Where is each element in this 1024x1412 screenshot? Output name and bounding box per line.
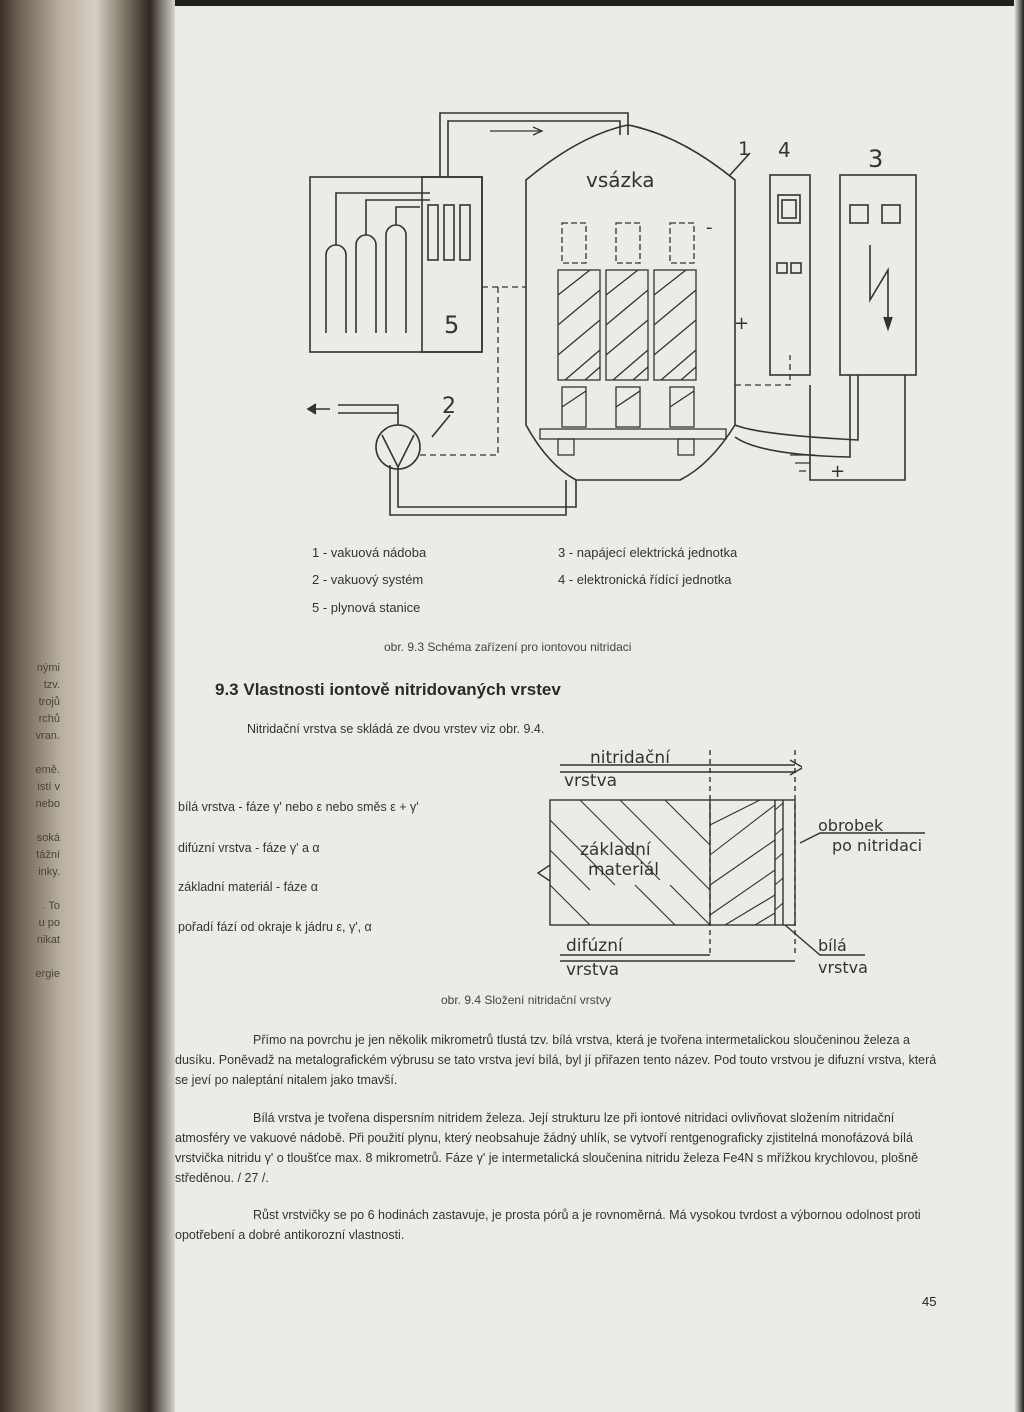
left-page-fragment: [0, 745, 60, 762]
left-page-fragment: u po: [38, 917, 60, 929]
left-page-fragment: . To: [42, 900, 60, 912]
label-workpiece-2: po nitridaci: [832, 836, 923, 855]
layer-order: pořadí fází od okraje k jádru ε, γ', α: [178, 920, 372, 934]
label-diff-2: vrstva: [566, 960, 620, 980]
left-page-fragment: nými: [36, 662, 60, 674]
vacuum-pump: [376, 425, 420, 469]
figure-9-3-caption: obr. 9.3 Schéma zařízení pro iontovou nitridaci: [384, 640, 632, 654]
left-page-fragment: emě.: [35, 764, 60, 776]
left-page-fragment: [0, 949, 60, 966]
page-top-edge: [175, 0, 1024, 6]
label-nitrid-1: nitridační: [590, 748, 670, 768]
label-3: 3: [868, 145, 884, 173]
paragraph-3: Růst vrstvičky se po 6 hodinách zastavuje, je prosta pórů a je rovnoměrná. Má vysokou tvrdost a výbornou odolnost proti opotřebení a dobré antikorozní vlastnosti.: [175, 1208, 921, 1242]
legend-item-2: 2 - vakuový systém: [312, 572, 424, 587]
label-plus-bottom: +: [830, 461, 846, 482]
left-page-fragment: trojů: [38, 696, 60, 708]
label-nitrid-2: vrstva: [564, 771, 618, 791]
section-heading: 9.3 Vlastnosti iontově nitridovaných vrstev: [215, 680, 561, 699]
left-page-fragment: soká: [36, 832, 60, 844]
label-5: 5: [444, 311, 460, 339]
label-2: 2: [442, 394, 456, 419]
left-page-fragment: inky.: [38, 866, 60, 878]
figure-9-3-schematic: [290, 95, 940, 525]
left-page-fragment: tzv.: [43, 679, 60, 691]
label-base-2: materiál: [588, 860, 659, 880]
left-page-fragments: [0, 660, 60, 983]
paragraph-1: Přímo na povrchu je jen několik mikrometrů tlustá tzv. bílá vrstva, která je tvořena intermetalickou sloučeninou železa a dusíku. Poněvadž na metalografickém výbrusu se tato vrstva jeví bílá, byl jí přiřazen tento název. Pod touto vrstvou je difuzní vrstva, která se jeví po naleptání nitalem jako tmavší.: [175, 1033, 937, 1087]
page-number: 45: [922, 1294, 937, 1309]
label-white-2: vrstva: [818, 958, 868, 977]
left-page-fragment: ergie: [35, 968, 60, 980]
figure-9-4-layer-diagram: [520, 745, 940, 985]
label-diff-1: difúzní: [566, 936, 623, 956]
legend-item-5: 5 - plynová stanice: [312, 600, 421, 615]
label-white-1: bílá: [818, 936, 847, 955]
left-page-fragment: nikat: [36, 934, 60, 946]
layer-base: základní materiál - fáze α: [178, 880, 318, 894]
label-1: 1: [738, 138, 751, 160]
legend-item-1: 1 - vakuová nádoba: [312, 545, 427, 560]
figure-9-4-caption: obr. 9.4 Složení nitridační vrstvy: [441, 993, 612, 1007]
left-page-fragment: vran.: [35, 730, 60, 742]
left-page-fragment: [0, 813, 60, 830]
label-minus: -: [706, 217, 713, 238]
layer-white: bílá vrstva - fáze γ' nebo ε nebo směs ε + γ': [178, 800, 419, 814]
left-page-fragment: istí v: [37, 781, 60, 793]
left-page-fragment: nebo: [35, 798, 60, 810]
layer-diffusion: difúzní vrstva - fáze γ' a α: [178, 841, 320, 855]
control-unit: [770, 175, 810, 375]
label-vsazka: vsázka: [586, 168, 655, 192]
legend-item-3: 3 - napájecí elektrická jednotka: [558, 545, 738, 560]
label-base-1: základní: [580, 840, 651, 860]
left-page-fragment: rchů: [38, 713, 60, 725]
label-workpiece-1: obrobek: [818, 816, 884, 835]
section-intro: Nitridační vrstva se skládá ze dvou vrstev viz obr. 9.4.: [247, 722, 545, 736]
label-4: 4: [778, 138, 791, 162]
paragraph-2: Bílá vrstva je tvořena dispersním nitridem železa. Její strukturu lze při iontové nitridaci ovlivňovat složením nitridační atmosféry ve vakuové nádobě. Při použití plynu, který neobsahuje žádný uhlík, se vytvoří rentgenograficky zjistitelná monofázová bílá vrstvička nitridu γ' o tloušťce max. 8 mikrometrů. Fáze γ' je intermetalická sloučenina nitridu železa Fe4N s mřížkou krychlovou, plošně středěnou. / 27 /.: [175, 1111, 919, 1185]
legend-item-4: 4 - elektronická řídící jednotka: [558, 572, 732, 587]
page-right-edge: [1014, 0, 1024, 1412]
label-plus-right: +: [734, 313, 750, 334]
left-page-fragment: tážní: [36, 849, 60, 861]
left-page-fragment: [0, 881, 60, 898]
